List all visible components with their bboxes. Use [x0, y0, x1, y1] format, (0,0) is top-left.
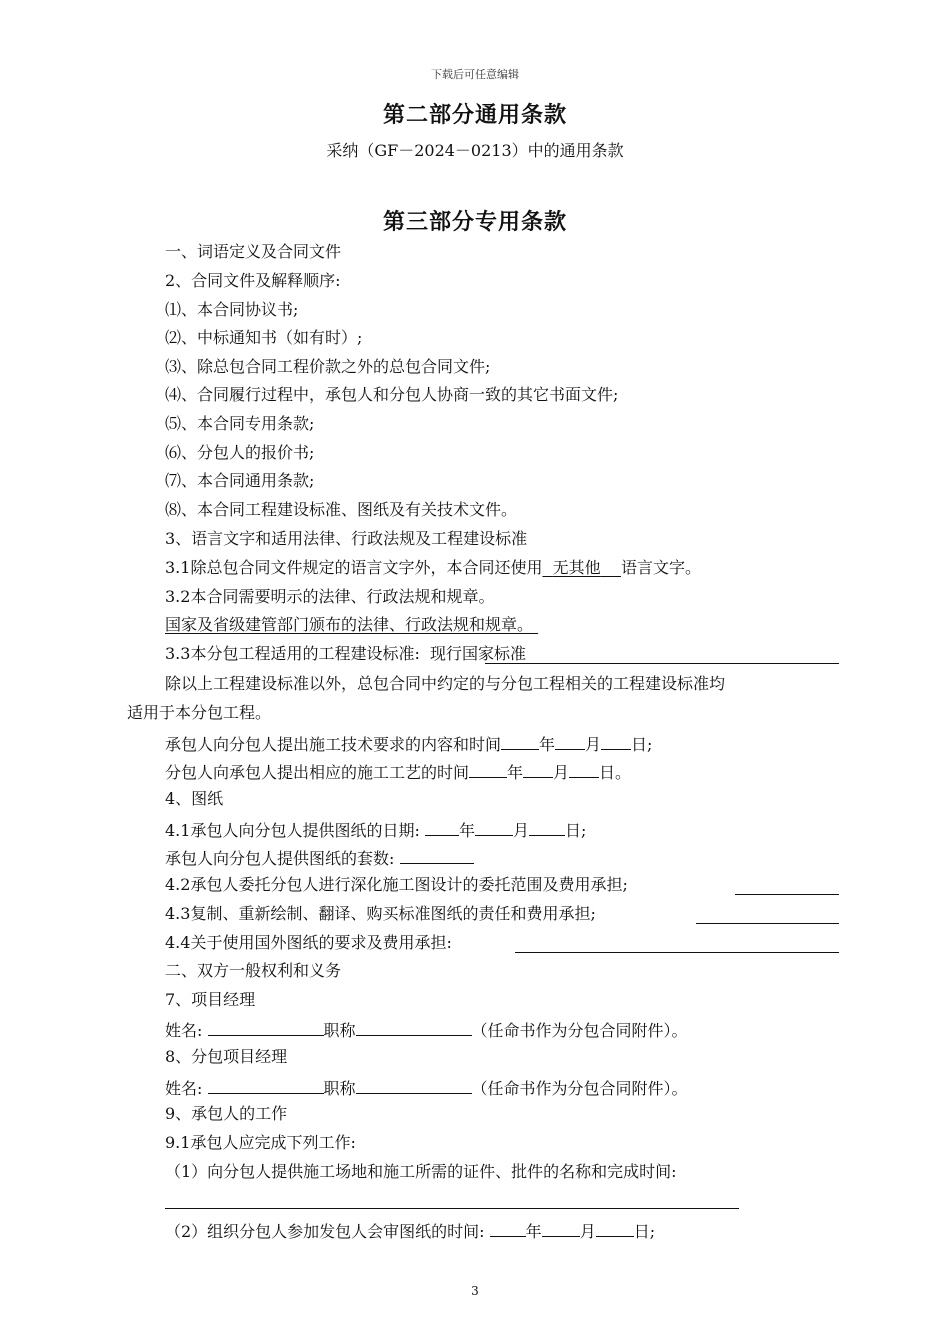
- list-item: ⑹、分包人的报价书;: [165, 443, 315, 462]
- list-item: ⑶、除总包合同工程价款之外的总包合同文件;: [165, 357, 491, 376]
- underline-blank: [515, 952, 839, 953]
- section-1-heading: 一、词语定义及合同文件: [165, 242, 342, 261]
- project-manager-row: 姓名: 职称 （任命书作为分包合同附件）。: [165, 1018, 688, 1041]
- blank: [356, 1018, 472, 1036]
- clause-7-heading: 7、项目经理: [165, 990, 256, 1009]
- list-item: ⑺、本合同通用条款;: [165, 471, 315, 490]
- list-item: ⑵、中标通知书（如有时）;: [165, 328, 363, 347]
- clause-3-2-answer: 国家及省级建管部门颁布的法律、行政法规和规章。: [165, 615, 534, 634]
- drawing-sets: 承包人向分包人提供图纸的套数:: [165, 846, 474, 869]
- paragraph: 除以上工程建设标准以外，总包合同中约定的与分包工程相关的工程建设标准均: [165, 674, 726, 693]
- clause-4-4: 4.4关于使用国外图纸的要求及费用承担:: [165, 933, 452, 952]
- blank: [475, 818, 513, 836]
- list-item: ⑸、本合同专用条款;: [165, 414, 315, 433]
- clause-4-1: 4.1承包人向分包人提供图纸的日期: 年 月 日;: [165, 818, 586, 841]
- part2-subtitle: 采纳（GF－2024－0213）中的通用条款: [326, 141, 624, 160]
- blank: [208, 1018, 324, 1036]
- clause-4-2: 4.2承包人委托分包人进行深化施工图设计的委托范围及费用承担;: [165, 875, 628, 894]
- clause-2-heading: 2、合同文件及解释顺序:: [165, 271, 341, 290]
- blank: [469, 760, 507, 778]
- underline-blank: [165, 1208, 739, 1209]
- underline-blank: [485, 663, 839, 664]
- blank: [400, 846, 474, 864]
- blank: [542, 1219, 580, 1237]
- blank: [601, 732, 631, 750]
- clause-3-3: 3.3本分包工程适用的工程建设标准: 现行国家标准: [165, 644, 527, 663]
- filled-blank: 无其他: [552, 558, 601, 577]
- header-note: 下载后可任意编辑: [431, 68, 519, 81]
- blank: [523, 760, 553, 778]
- process-date: 分包人向承包人提出相应的施工工艺的时间 年 月 日。: [165, 760, 631, 783]
- blank: [569, 760, 599, 778]
- part3-title: 第三部分专用条款: [382, 209, 567, 235]
- blank: [208, 1076, 324, 1094]
- tech-requirement-date: 承包人向分包人提出施工技术要求的内容和时间 年 月 日;: [165, 732, 652, 755]
- clause-8-heading: 8、分包项目经理: [165, 1047, 288, 1066]
- part2-title: 第二部分通用条款: [382, 102, 567, 128]
- clause-3-heading: 3、语言文字和适用法律、行政法规及工程建设标准: [165, 529, 528, 548]
- list-item: ⑻、本合同工程建设标准、图纸及有关技术文件。: [165, 500, 518, 519]
- sub-project-manager-row: 姓名: 职称 （任命书作为分包合同附件）。: [165, 1076, 688, 1099]
- clause-3-2: 3.2本合同需要明示的法律、行政法规和规章。: [165, 587, 495, 606]
- blank: [425, 818, 459, 836]
- underline-blank: [735, 894, 839, 895]
- clause-9-1-item-1: （1）向分包人提供施工场地和施工所需的证件、批件的名称和完成时间:: [165, 1162, 677, 1181]
- list-item: ⑴、本合同协议书;: [165, 300, 299, 319]
- blank: [501, 732, 539, 750]
- section-2-heading: 二、双方一般权利和义务: [165, 961, 342, 980]
- blank: [529, 818, 565, 836]
- list-item: ⑷、合同履行过程中，承包人和分包人协商一致的其它书面文件;: [165, 385, 619, 404]
- clause-4-heading: 4、图纸: [165, 789, 224, 808]
- blank: [490, 1219, 526, 1237]
- blank: [596, 1219, 634, 1237]
- clause-4-3: 4.3复制、重新绘制、翻译、购买标准图纸的责任和费用承担;: [165, 904, 596, 923]
- clause-9-1: 9.1承包人应完成下列工作:: [165, 1133, 356, 1152]
- clause-3-1: 3.1除总包合同文件规定的语言文字外，本合同还使用 无其他 语言文字。: [165, 558, 701, 577]
- blank: [555, 732, 585, 750]
- underline-blank: [696, 923, 839, 924]
- paragraph: 适用于本分包工程。: [127, 703, 272, 722]
- clause-9-heading: 9、承包人的工作: [165, 1104, 288, 1123]
- page-number: 3: [471, 1284, 479, 1298]
- blank: [356, 1076, 472, 1094]
- clause-9-1-item-2: （2）组织分包人参加发包人会审图纸的时间: 年 月 日;: [165, 1219, 655, 1242]
